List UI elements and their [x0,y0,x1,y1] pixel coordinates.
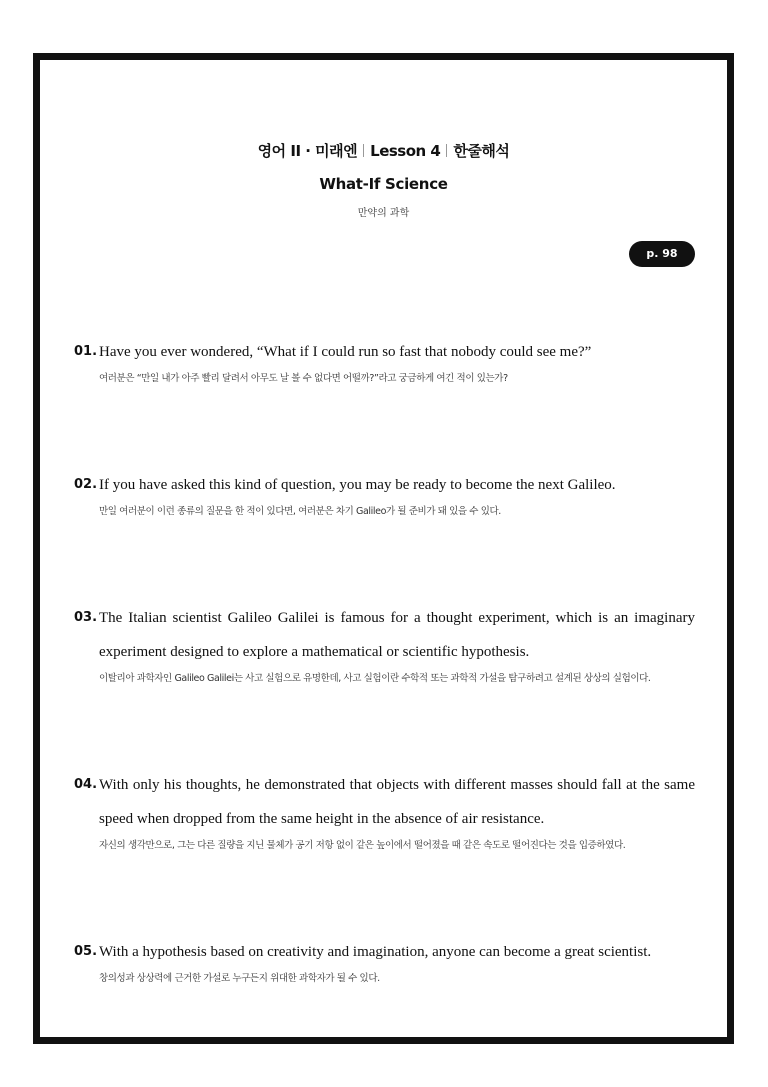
sentence-korean: 창의성과 상상력에 근거한 가설로 누구든지 위대한 과학자가 될 수 있다. [99,973,380,984]
sentence-korean: 만일 여러분이 이런 종류의 질문을 한 적이 있다면, 여러분은 차기 Galileo가 될 준비가 돼 있을 수 있다. [99,506,501,517]
title-type: 한줄해석 [453,142,510,160]
sentence-number: 05. [74,944,98,959]
title-separator [363,144,364,157]
sentence-korean: 여러분은 “만일 내가 아주 빨리 달려서 아무도 날 볼 수 없다면 어떨까?”라고 궁금하게 여긴 적이 있는가? [99,373,508,384]
title-separator [446,144,447,157]
page-number-badge: p. 98 [629,241,695,267]
sentence-english [74,601,695,669]
sentence-korean: 이탈리아 과학자인 Galileo Galilei는 사고 실험으로 유명한데, 사고 실험이란 수학적 또는 과학적 가설을 탐구하려고 설계된 상상의 실험이다. [99,673,651,684]
sentence-english [74,768,695,836]
sentence-item [74,335,695,387]
sentence-english [74,468,695,502]
sentence-english-text: Have you ever wondered, “What if I could run so fast that nobody could see me?” [99,344,592,360]
lesson-title: What-If Science [319,175,448,193]
page-header [40,140,727,219]
title-lesson: Lesson 4 [370,142,441,160]
sentence-english-text: The Italian scientist Galileo Galilei is famous for a thought experiment, which is an imaginary experiment designed to explore a mathematical or scientific hypothesis. [99,610,695,660]
page-frame [33,53,734,1044]
sentence-number: 04. [74,777,98,792]
sentence-number: 03. [74,610,98,625]
sentence-english-text: With only his thoughts, he demonstrated that objects with different masses should fall at the same speed when dropped from the same height in the absence of air resistance. [99,777,695,827]
sentence-number: 01. [74,344,98,359]
sentence-item [74,601,695,687]
lesson-title-korean: 만약의 과학 [357,208,410,219]
sentence-english [74,335,695,369]
sentence-english-text: If you have asked this kind of question, you may be ready to become the next Galileo. [99,477,616,493]
sentence-item [74,935,695,987]
sentence-number: 02. [74,477,98,492]
sentence-korean: 자신의 생각만으로, 그는 다른 질량을 지닌 물체가 공기 저항 없이 같은 높이에서 떨어졌을 때 같은 속도로 떨어진다는 것을 입증하였다. [99,840,626,851]
sentence-english-text: With a hypothesis based on creativity and imagination, anyone can become a great scientist. [99,944,652,960]
page-title [40,140,727,161]
sentence-english [74,935,695,969]
sentence-item [74,468,695,520]
title-textbook: 영어 II · 미래엔 [257,142,358,160]
sentence-item [74,768,695,854]
